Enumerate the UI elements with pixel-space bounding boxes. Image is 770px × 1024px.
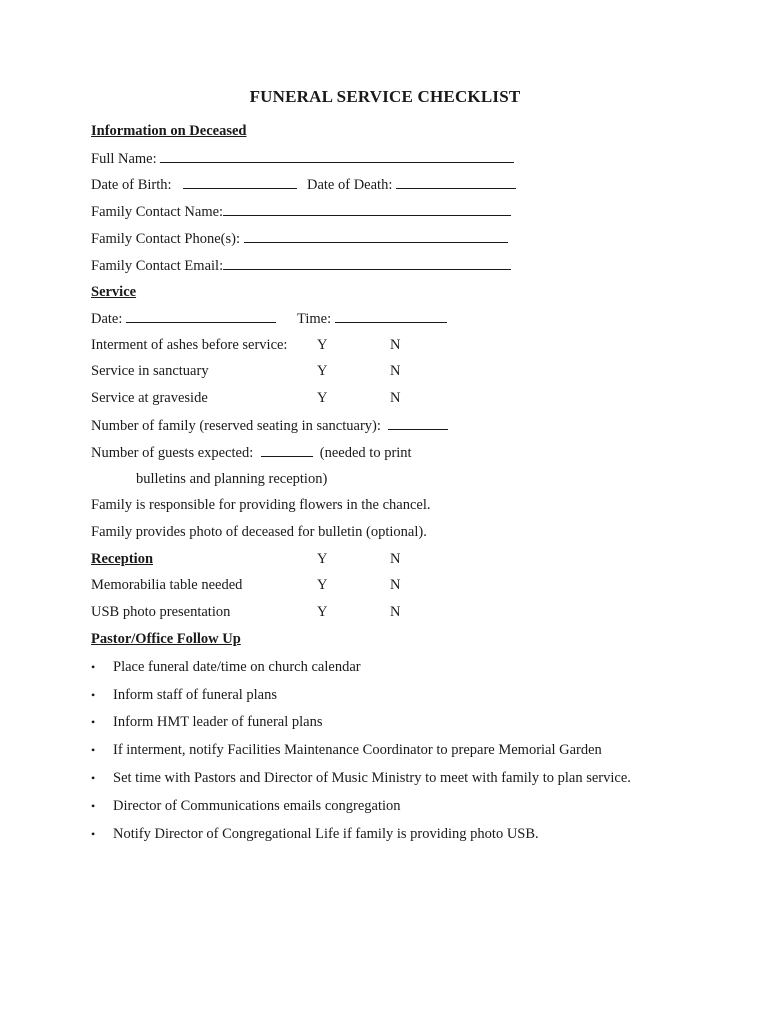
dod-field[interactable] (396, 175, 516, 189)
bullet-icon: • (91, 688, 96, 702)
family-seating-field[interactable] (388, 416, 448, 430)
no-option[interactable]: N (390, 604, 401, 620)
yes-column-label: Y (317, 551, 328, 567)
bullet-icon: • (91, 771, 96, 785)
full-name-field[interactable] (160, 149, 514, 163)
reception-item-label: Memorabilia table needed (91, 577, 243, 593)
full-name-label: Full Name: (91, 151, 157, 167)
guests-label: Number of guests expected: (91, 445, 254, 461)
guests-note-continued: bulletins and planning reception) (136, 471, 328, 487)
service-date-field[interactable] (126, 309, 276, 323)
guests-note: (needed to print (319, 445, 412, 461)
no-option[interactable]: N (390, 390, 401, 406)
family-seating-row (91, 416, 448, 435)
contact-email-row (91, 256, 511, 275)
photo-note: Family provides photo of deceased for bulletin (optional). (91, 524, 427, 540)
followup-item: Notify Director of Congregational Life if family is providing photo USB. (113, 826, 539, 842)
guests-row (91, 443, 412, 462)
service-date-row (91, 309, 276, 328)
dob-row (91, 175, 297, 194)
full-name-row (91, 149, 514, 168)
followup-item: Inform staff of funeral plans (113, 687, 278, 703)
followup-item: Director of Communications emails congregation (113, 798, 401, 814)
no-option[interactable]: N (390, 363, 401, 379)
followup-item: Inform HMT leader of funeral plans (113, 714, 323, 730)
dod-label: Date of Death: (307, 177, 393, 193)
contact-phone-field[interactable] (244, 229, 508, 243)
bullet-icon: • (91, 660, 96, 674)
no-column-label: N (390, 551, 401, 567)
flowers-note: Family is responsible for providing flowers in the chancel. (91, 497, 431, 513)
service-item-label: Service at graveside (91, 390, 208, 406)
followup-heading: Pastor/Office Follow Up (91, 631, 241, 647)
service-item-label: Service in sanctuary (91, 363, 209, 379)
followup-item: Place funeral date/time on church calendar (113, 659, 361, 675)
yes-option[interactable]: Y (317, 604, 328, 620)
contact-phone-row (91, 229, 508, 248)
bullet-icon: • (91, 827, 96, 841)
service-time-row (297, 309, 447, 328)
deceased-heading: Information on Deceased (91, 123, 247, 139)
reception-heading: Reception (91, 551, 154, 567)
no-option[interactable]: N (390, 577, 401, 593)
dod-row (307, 175, 516, 194)
no-option[interactable]: N (390, 337, 401, 353)
dob-label: Date of Birth: (91, 177, 172, 193)
family-seating-label: Number of family (reserved seating in sanctuary): (91, 418, 381, 434)
yes-option[interactable]: Y (317, 577, 328, 593)
page-title: FUNERAL SERVICE CHECKLIST (249, 87, 521, 106)
dob-field[interactable] (183, 175, 297, 189)
service-item-label: Interment of ashes before service: (91, 337, 288, 353)
bullet-icon: • (91, 743, 96, 757)
reception-item-label: USB photo presentation (91, 604, 231, 620)
yes-option[interactable]: Y (317, 363, 328, 379)
contact-email-field[interactable] (223, 256, 511, 270)
service-time-label: Time: (297, 311, 332, 327)
followup-item: If interment, notify Facilities Maintenance Coordinator to prepare Memorial Garden (113, 742, 602, 758)
service-date-label: Date: (91, 311, 123, 327)
service-time-field[interactable] (335, 309, 447, 323)
bullet-icon: • (91, 715, 96, 729)
yes-option[interactable]: Y (317, 337, 328, 353)
contact-name-label: Family Contact Name: (91, 204, 224, 220)
guests-field[interactable] (261, 443, 313, 457)
yes-option[interactable]: Y (317, 390, 328, 406)
bullet-icon: • (91, 799, 96, 813)
contact-phone-label: Family Contact Phone(s): (91, 231, 241, 247)
contact-name-field[interactable] (223, 202, 511, 216)
service-heading: Service (91, 284, 137, 300)
contact-name-row (91, 202, 511, 221)
contact-email-label: Family Contact Email: (91, 258, 224, 274)
followup-item: Set time with Pastors and Director of Music Ministry to meet with family to plan service. (113, 770, 631, 786)
